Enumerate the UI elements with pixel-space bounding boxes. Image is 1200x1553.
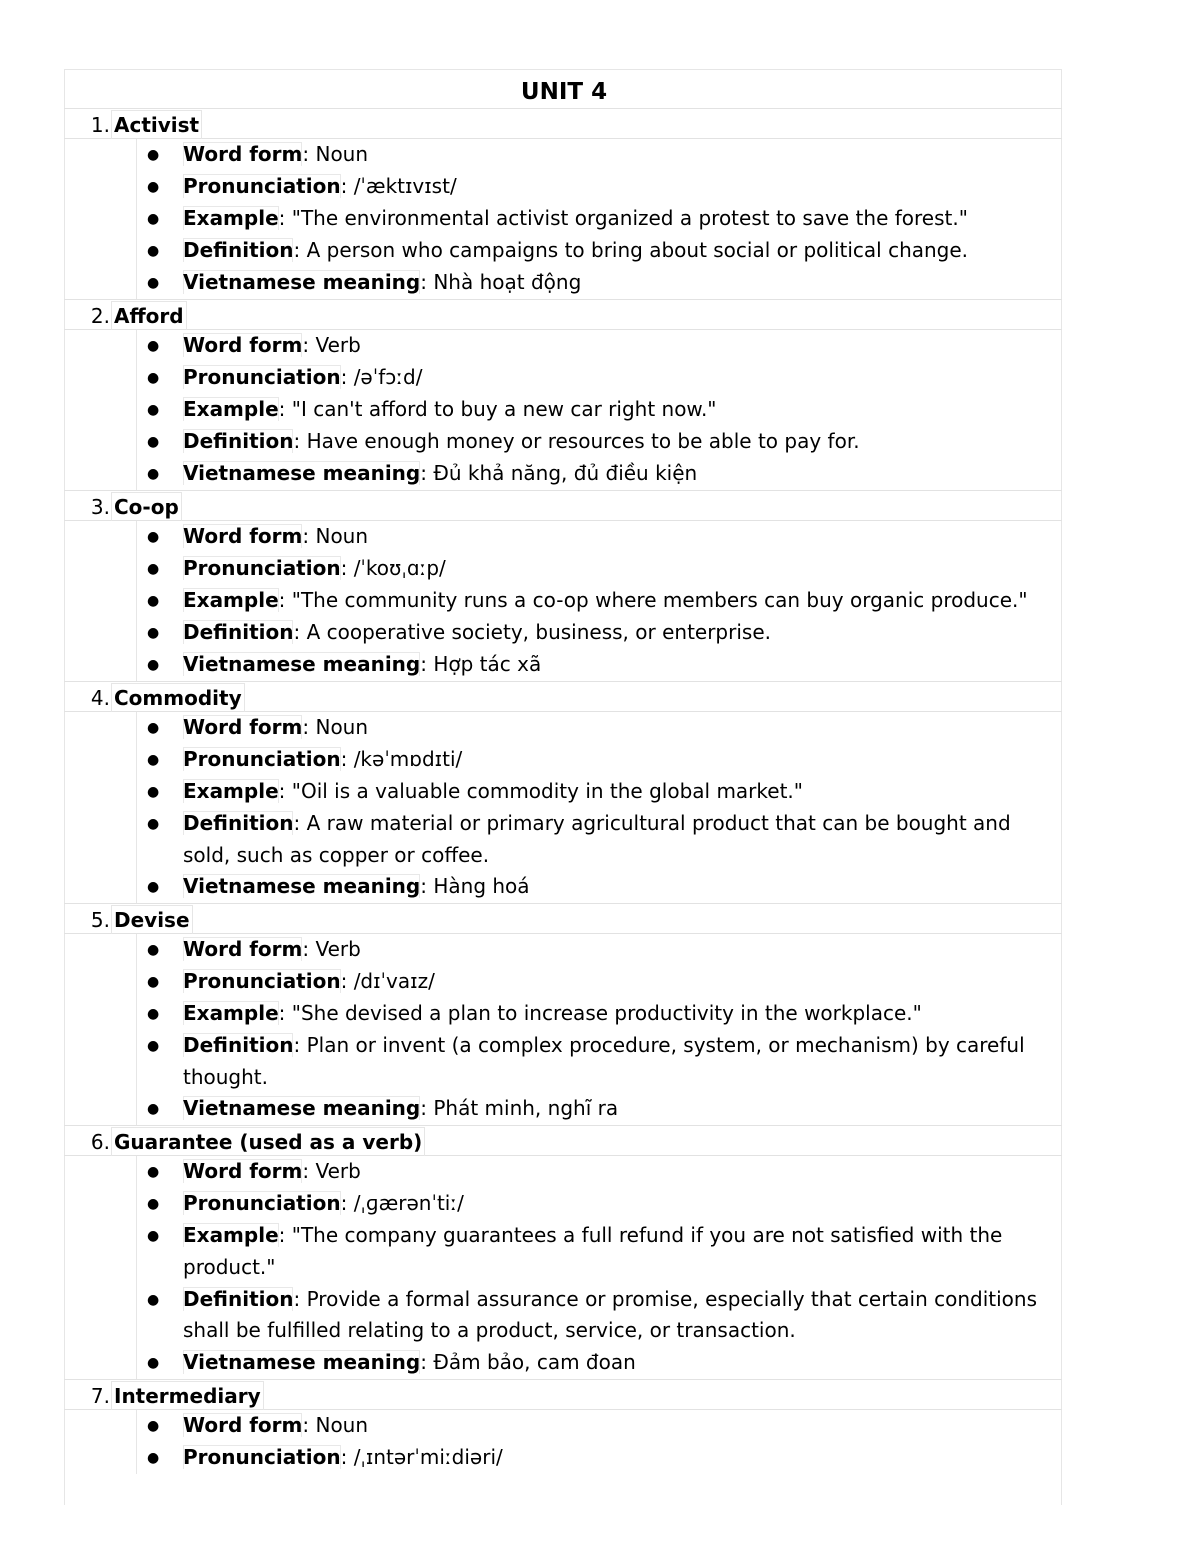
entry-header <box>64 108 1062 139</box>
field-separator: : <box>278 779 292 803</box>
field-value: A cooperative society, business, or enterprise. <box>306 620 771 644</box>
field-separator: : <box>340 174 354 198</box>
field-label: Example <box>183 397 279 421</box>
field-label: Vietnamese meaning <box>183 1096 421 1121</box>
field-separator: : <box>340 365 354 389</box>
field-separator: : <box>340 1444 354 1469</box>
bullet-icon: ● <box>147 942 160 959</box>
field-value: A person who campaigns to bring about social or political change. <box>306 238 969 262</box>
entry-field <box>137 330 1061 362</box>
bullet-icon: ● <box>147 625 160 641</box>
field-label: Vietnamese meaning <box>183 874 421 899</box>
field-label: Pronunciation <box>183 1444 341 1469</box>
entry-word: Activist <box>111 110 202 139</box>
bullet-icon: ● <box>147 529 160 545</box>
field-separator: : <box>420 1349 434 1374</box>
entry-field <box>137 362 1061 394</box>
bullet-icon: ● <box>147 1006 160 1023</box>
bullet-icon: ● <box>147 784 160 800</box>
entry-field <box>137 934 1061 966</box>
field-value: /ˈæktɪvɪst/ <box>353 174 457 198</box>
bullet-icon: ● <box>147 657 160 673</box>
entry-field <box>137 998 1061 1030</box>
field-label: Pronunciation <box>183 556 341 580</box>
field-value: Phát minh, nghĩ ra <box>433 1096 619 1121</box>
field-label: Definition <box>183 429 294 453</box>
entry-field <box>137 1284 1061 1347</box>
entry-field <box>137 649 1061 681</box>
entry-field <box>137 521 1061 553</box>
field-separator: : <box>302 524 316 548</box>
field-separator: : <box>420 1096 434 1121</box>
field-label: Definition <box>183 1286 294 1311</box>
field-separator: : <box>340 747 354 771</box>
bullet-icon: ● <box>147 179 160 195</box>
entry-field <box>137 139 1061 171</box>
field-label: Vietnamese meaning <box>183 1349 421 1374</box>
field-value: Have enough money or resources to be able to pay for. <box>306 429 860 453</box>
field-value: Noun <box>315 524 369 548</box>
entry-details <box>136 1156 1062 1378</box>
bullet-icon: ● <box>147 1038 160 1055</box>
entry-field <box>137 871 1061 903</box>
entry-field-list <box>137 330 1061 490</box>
bullet-icon: ● <box>147 1164 160 1181</box>
bullet-icon: ● <box>147 561 160 577</box>
entry-word: Co-op <box>111 492 182 521</box>
field-separator: : <box>420 652 434 676</box>
entry-field <box>137 1093 1061 1125</box>
field-value: "The environmental activist organized a protest to save the forest." <box>291 206 968 230</box>
entry-field <box>137 744 1061 776</box>
bullet-icon: ● <box>147 275 160 291</box>
bullet-icon: ● <box>147 879 160 896</box>
entry-field <box>137 267 1061 299</box>
entry-number: 4. <box>90 686 110 710</box>
field-separator: : <box>420 270 434 294</box>
field-separator: : <box>302 142 316 166</box>
entry-field <box>137 458 1061 490</box>
bullet-icon: ● <box>147 593 160 609</box>
entry-details <box>136 1410 1062 1474</box>
entry-field <box>137 1410 1061 1442</box>
field-separator: : <box>302 715 316 739</box>
entry-word: Devise <box>111 905 193 934</box>
entry-details <box>136 139 1062 299</box>
entry-header <box>64 681 1062 712</box>
field-label: Word form <box>183 333 303 357</box>
field-separator: : <box>293 811 307 835</box>
field-separator: : <box>302 333 316 357</box>
entry-field <box>137 203 1061 235</box>
field-separator: : <box>302 937 316 962</box>
field-separator: : <box>340 556 354 580</box>
bullet-icon: ● <box>147 338 160 354</box>
field-separator: : <box>293 238 307 262</box>
entry-details <box>136 712 1062 903</box>
field-value: /ˌɡærənˈtiː/ <box>353 1191 464 1216</box>
field-separator: : <box>278 397 292 421</box>
vocabulary-list <box>0 108 1200 1474</box>
field-label: Word form <box>183 1159 303 1184</box>
field-separator: : <box>278 1223 292 1248</box>
field-separator: : <box>420 874 434 899</box>
entry-word: Guarantee (used as a verb) <box>111 1127 425 1156</box>
bullet-icon: ● <box>147 1449 160 1466</box>
field-value: /ˈkoʊˌɑːp/ <box>353 556 446 580</box>
field-label: Example <box>183 1001 279 1026</box>
field-value: "The company guarantees a full refund if you are not satisfied with the product." <box>183 1223 1003 1279</box>
field-label: Pronunciation <box>183 1191 341 1216</box>
field-value: Noun <box>315 142 369 166</box>
entry-field <box>137 1188 1061 1220</box>
bullet-icon: ● <box>147 1291 160 1308</box>
entry-field <box>137 235 1061 267</box>
field-separator: : <box>293 1033 307 1058</box>
field-value: Noun <box>315 1412 369 1437</box>
field-value: Provide a formal assurance or promise, especially that certain conditions shall be fulfilled relating to a product, service, or transaction. <box>183 1286 1037 1343</box>
field-label: Definition <box>183 1033 294 1058</box>
field-label: Word form <box>183 524 303 548</box>
entry-field <box>137 1156 1061 1188</box>
entry-field <box>137 1347 1061 1379</box>
entry-field-list <box>137 712 1061 903</box>
field-label: Pronunciation <box>183 365 341 389</box>
entry-number: 2. <box>90 304 110 328</box>
bullet-icon: ● <box>147 434 160 450</box>
field-separator: : <box>293 1286 307 1311</box>
bullet-icon: ● <box>147 1196 160 1213</box>
field-separator: : <box>278 206 292 230</box>
field-label: Vietnamese meaning <box>183 652 421 676</box>
field-label: Pronunciation <box>183 174 341 198</box>
entry-field <box>137 171 1061 203</box>
entry-number: 7. <box>90 1383 110 1408</box>
field-value: Đảm bảo, cam đoan <box>433 1349 636 1374</box>
field-separator: : <box>293 429 307 453</box>
entry-word: Afford <box>111 301 187 330</box>
entry-field <box>137 776 1061 808</box>
entry-header <box>64 903 1062 934</box>
field-separator: : <box>340 1191 354 1216</box>
field-value: "Oil is a valuable commodity in the global market." <box>291 779 803 803</box>
entry-field <box>137 808 1061 871</box>
field-value: Hợp tác xã <box>433 652 542 676</box>
field-label: Pronunciation <box>183 747 341 771</box>
field-value: Verb <box>315 1159 361 1184</box>
field-value: "The community runs a co-op where members can buy organic produce." <box>291 588 1028 612</box>
entry-field-list <box>137 1156 1061 1378</box>
bullet-icon: ● <box>147 974 160 991</box>
entry-field-list <box>137 139 1061 299</box>
field-value: Noun <box>315 715 369 739</box>
entry-word: Commodity <box>111 683 245 712</box>
entry-header <box>64 299 1062 330</box>
bullet-icon: ● <box>147 370 160 386</box>
bullet-icon: ● <box>147 147 160 163</box>
field-value: /dɪˈvaɪz/ <box>353 969 435 994</box>
bullet-icon: ● <box>147 1101 160 1118</box>
entry-header <box>64 1379 1062 1410</box>
entry-field <box>137 1030 1061 1093</box>
field-value: /əˈfɔːd/ <box>353 365 423 389</box>
entry-header <box>64 1125 1062 1156</box>
entry-field <box>137 966 1061 998</box>
field-value: Hàng hoá <box>433 874 530 899</box>
field-separator: : <box>340 969 354 994</box>
entry-number: 3. <box>90 495 110 519</box>
bullet-icon: ● <box>147 1417 160 1434</box>
entry-header <box>64 490 1062 521</box>
entry-number: 1. <box>90 113 110 137</box>
field-label: Definition <box>183 238 294 262</box>
field-value: Nhà hoạt động <box>433 270 582 294</box>
field-value: "I can't afford to buy a new car right now." <box>291 397 717 421</box>
bullet-icon: ● <box>147 243 160 259</box>
bullet-icon: ● <box>147 1354 160 1371</box>
entry-word: Intermediary <box>111 1381 264 1410</box>
field-label: Example <box>183 779 279 803</box>
field-label: Example <box>183 206 279 230</box>
bullet-icon: ● <box>147 816 160 832</box>
entry-field-list <box>137 1410 1061 1474</box>
entry-field-list <box>137 521 1061 681</box>
entry-field <box>137 426 1061 458</box>
field-separator: : <box>293 620 307 644</box>
field-label: Word form <box>183 715 303 739</box>
entry-field <box>137 394 1061 426</box>
bullet-icon: ● <box>147 720 160 736</box>
field-separator: : <box>278 588 292 612</box>
field-value: Đủ khả năng, đủ điều kiện <box>433 461 698 485</box>
entry-field <box>137 712 1061 744</box>
entry-field <box>137 1442 1061 1474</box>
field-label: Example <box>183 1223 279 1248</box>
entry-field <box>137 553 1061 585</box>
entry-details <box>136 330 1062 490</box>
field-label: Example <box>183 588 279 612</box>
field-value: A raw material or primary agricultural product that can be bought and sold, such as copper or coffee. <box>183 811 1011 867</box>
field-value: /ˌɪntərˈmiːdiəri/ <box>353 1444 503 1469</box>
entry-field <box>137 585 1061 617</box>
field-value: Verb <box>315 333 361 357</box>
field-label: Word form <box>183 937 303 962</box>
field-separator: : <box>302 1412 316 1437</box>
document-title: UNIT 4 <box>520 79 608 105</box>
field-value: /kəˈmɒdɪti/ <box>353 747 463 771</box>
field-value: Verb <box>315 937 361 962</box>
entry-number: 6. <box>90 1130 110 1155</box>
field-separator: : <box>278 1001 292 1026</box>
field-label: Vietnamese meaning <box>183 461 421 485</box>
field-label: Vietnamese meaning <box>183 270 421 294</box>
field-separator: : <box>420 461 434 485</box>
bullet-icon: ● <box>147 466 160 482</box>
field-label: Word form <box>183 1412 303 1437</box>
bullet-icon: ● <box>147 211 160 227</box>
field-label: Word form <box>183 142 303 166</box>
entry-number: 5. <box>90 908 110 933</box>
field-label: Definition <box>183 620 294 644</box>
entry-field-list <box>137 934 1061 1125</box>
bullet-icon: ● <box>147 752 160 768</box>
field-label: Definition <box>183 811 294 835</box>
bullet-icon: ● <box>147 1228 160 1245</box>
field-label: Pronunciation <box>183 969 341 994</box>
entry-field <box>137 617 1061 649</box>
bullet-icon: ● <box>147 402 160 418</box>
entry-field <box>137 1220 1061 1283</box>
entry-details <box>136 934 1062 1125</box>
field-value: Plan or invent (a complex procedure, system, or mechanism) by careful thought. <box>183 1033 1025 1089</box>
field-value: "She devised a plan to increase productivity in the workplace." <box>291 1001 922 1026</box>
field-separator: : <box>302 1159 316 1184</box>
entry-details <box>136 521 1062 681</box>
